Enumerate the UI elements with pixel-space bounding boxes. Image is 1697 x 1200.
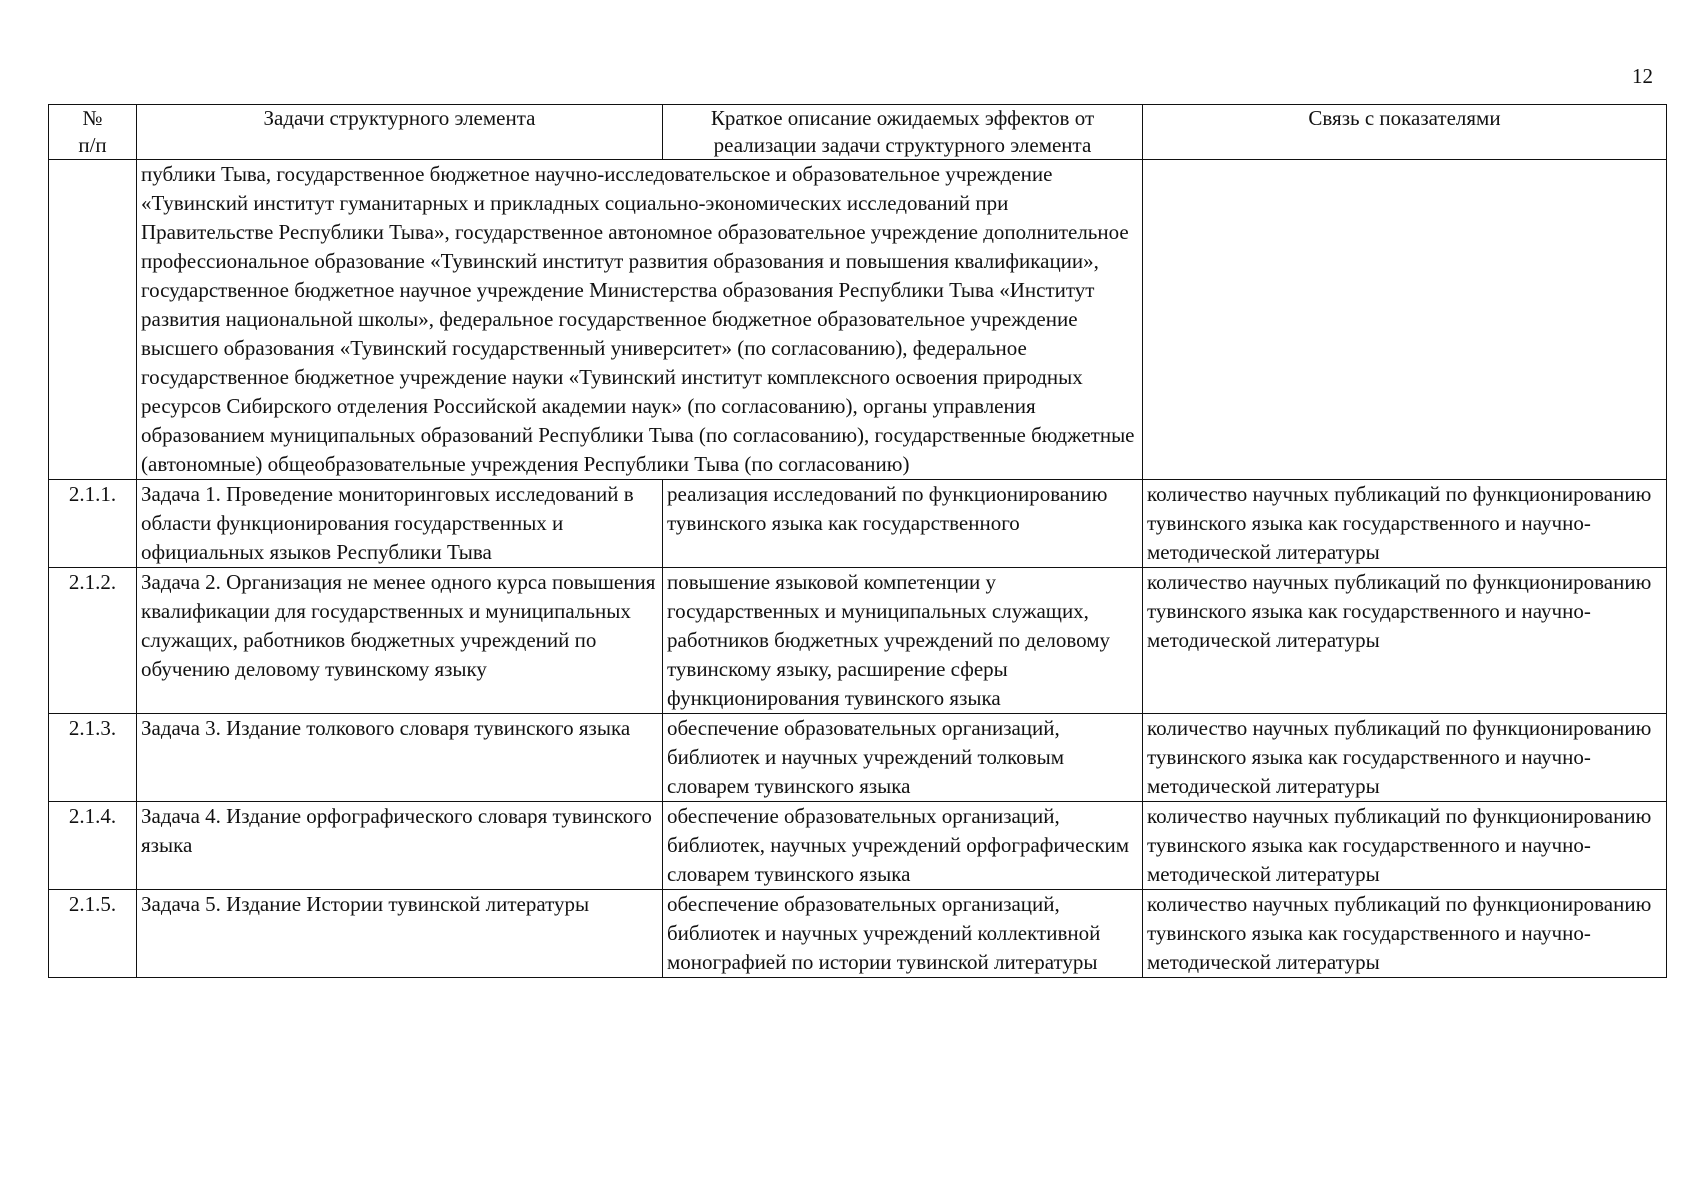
row-link: количество научных публикаций по функционированию тувинского языка как государственного и научно-методической литературы [1143, 802, 1667, 890]
continuation-num-cell [49, 160, 137, 480]
row-effect: повышение языковой компетенции у государственных и муниципальных служащих, работников бюджетных учреждений по деловому тувинскому языку, расширение сферы функционирования тувинского языка [663, 568, 1143, 714]
continuation-text: публики Тыва, государственное бюджетное научно-исследовательское и образовательное учреждение «Тувинский институт гуманитарных и прикладных социально-экономических исследований при Правительстве Республики Тыва», государственное автономное образовательное учреждение дополнительное профессиональное образование «Тувинский институт развития образования и повышения квалификации», государственное бюджетное научное учреждение Министерства образования Республики Тыва «Институт развития национальной школы», федеральное государственное бюджетное образовательное учреждение высшего образования «Тувинский государственный университет» (по согласованию), федеральное государственное бюджетное учреждение науки «Тувинский институт комплексного освоения природных ресурсов Сибирского отделения Российской академии наук» (по согласованию), органы управления образованием муниципальных образований Республики Тыва (по согласованию), государственные бюджетные (автономные) общеобразовательные учреждения Республики Тыва (по согласованию) [137, 160, 1143, 480]
row-task: Задача 1. Проведение мониторинговых исследований в области функционирования государственных и официальных языков Республики Тыва [137, 480, 663, 568]
row-num: 2.1.1. [49, 480, 137, 568]
header-link: Связь с показателями [1143, 105, 1667, 160]
page-number: 12 [1632, 64, 1653, 88]
row-task: Задача 3. Издание толкового словаря тувинского языка [137, 714, 663, 802]
header-effect: Краткое описание ожидаемых эффектов от реализации задачи структурного элемента [663, 105, 1143, 160]
continuation-link-cell [1143, 160, 1667, 480]
row-task: Задача 5. Издание Истории тувинской литературы [137, 890, 663, 978]
table-row [49, 890, 1667, 978]
header-num: № п/п [49, 105, 137, 160]
table-row [49, 480, 1667, 568]
tasks-table [48, 104, 1667, 978]
row-num: 2.1.4. [49, 802, 137, 890]
row-num: 2.1.2. [49, 568, 137, 714]
row-effect: обеспечение образовательных организаций, библиотек и научных учреждений коллективной монографией по истории тувинской литературы [663, 890, 1143, 978]
table-row [49, 568, 1667, 714]
table-header-row [49, 105, 1667, 160]
row-link: количество научных публикаций по функционированию тувинского языка как государственного и научно-методической литературы [1143, 890, 1667, 978]
table-row [49, 714, 1667, 802]
continuation-row [49, 160, 1667, 480]
row-effect: обеспечение образовательных организаций, библиотек и научных учреждений толковым словарем тувинского языка [663, 714, 1143, 802]
row-effect: реализация исследований по функционированию тувинского языка как государственного [663, 480, 1143, 568]
row-task: Задача 2. Организация не менее одного курса повышения квалификации для государственных и муниципальных служащих, работников бюджетных учреждений по обучению деловому тувинскому языку [137, 568, 663, 714]
row-task: Задача 4. Издание орфографического словаря тувинского языка [137, 802, 663, 890]
row-link: количество научных публикаций по функционированию тувинского языка как государственного и научно-методической литературы [1143, 568, 1667, 714]
row-link: количество научных публикаций по функционированию тувинского языка как государственного и научно-методической литературы [1143, 714, 1667, 802]
row-num: 2.1.5. [49, 890, 137, 978]
row-num: 2.1.3. [49, 714, 137, 802]
row-effect: обеспечение образовательных организаций, библиотек, научных учреждений орфографическим словарем тувинского языка [663, 802, 1143, 890]
row-link: количество научных публикаций по функционированию тувинского языка как государственного и научно-методической литературы [1143, 480, 1667, 568]
table-row [49, 802, 1667, 890]
header-task: Задачи структурного элемента [137, 105, 663, 160]
